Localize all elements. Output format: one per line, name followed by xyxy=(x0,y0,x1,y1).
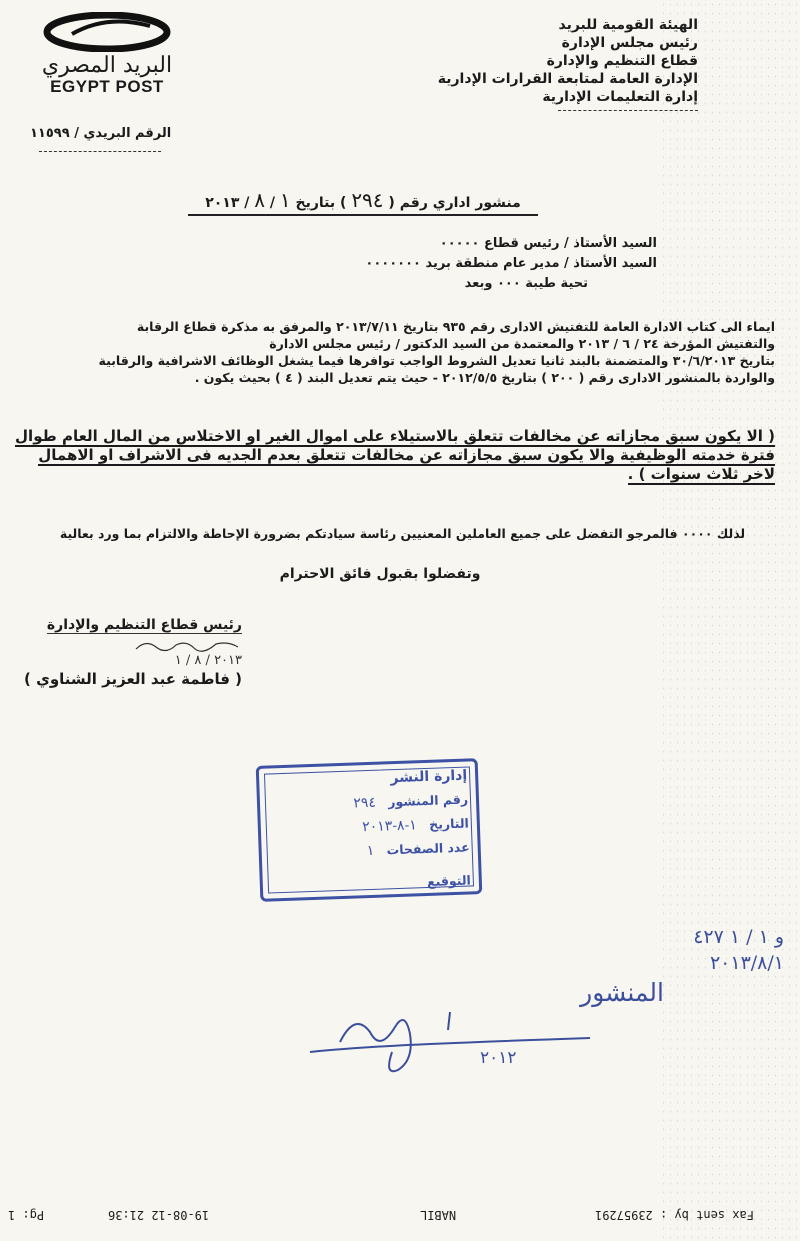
circular-year: ٢٠١٣ xyxy=(205,195,240,211)
circular-month: ٨ xyxy=(254,188,266,212)
circular-day: ١ xyxy=(279,188,291,212)
logo-english: EGYPT POST xyxy=(50,77,164,96)
postal-code-rule xyxy=(39,151,161,152)
fax-datetime: 19-08-12 21:36 xyxy=(108,1208,210,1222)
letterhead-line: الإدارة العامة لمتابعة القرارات الإدارية xyxy=(437,71,698,87)
handwritten-note-line: و ١ / ١ ٤٢٧ xyxy=(693,926,784,948)
circular-prefix: منشور اداري رقم ( xyxy=(388,195,521,211)
addressee-line: السيد الأستاذ / مدير عام منطقة بريد ٠٠٠٠٠٠٠ xyxy=(365,256,657,271)
handwritten-signature-icon xyxy=(132,637,242,653)
handwritten-note-date: ٢٠١٣/٨/١ xyxy=(709,952,784,974)
postal-code xyxy=(30,126,171,152)
circular-heading: منشور اداري رقم ( ٢٩٤ ) بتاريخ ١ / ٨ / ٢٠١٣ xyxy=(188,188,538,216)
signature-date: ٢٠١٣ / ٨ / ١ xyxy=(174,653,242,668)
condition-line: ( الا يكون سبق مجازاته عن مخالفات تتعلق بالاستيلاء على اموال الغير او الاختلاس من المال العام طوال xyxy=(15,427,775,445)
fax-page: Pg: 1 xyxy=(8,1208,45,1222)
signatory-title: رئيس قطاع التنظيم والإدارة xyxy=(46,617,242,633)
post-horn-emblem xyxy=(22,12,192,52)
body-line: بتاريخ ٣٠/٦/٢٠١٣ والمتضمنة بالبند ثانيا تعديل الشروط الواجب توافرها فيما يشغل الوظائف الاشرافية والرقابية xyxy=(98,353,775,368)
stamp-title: إدارة النشر xyxy=(390,767,468,787)
stamp-pages-label: عدد الصفحات xyxy=(386,839,470,858)
condition-line: لاخر ثلاث سنوات ) . xyxy=(627,465,775,483)
amended-condition xyxy=(15,427,775,484)
greeting: تحية طيبة ٠٠٠ وبعد xyxy=(464,276,588,291)
body-line: ايماء الى كتاب الادارة العامة للتفتيش الادارى رقم ٩٣٥ بتاريخ ٢٠١٣/٧/١١ والمرفق به مذكرة قطاع الرقابة xyxy=(136,319,775,334)
initials-date: ٢٠١٢ xyxy=(480,1048,517,1068)
letterhead-line: الهيئة القومية للبريد xyxy=(558,17,698,33)
closing-paragraph: لذلك ٠٠٠٠ فالمرجو التفضل على جميع العاملين المعنيين رئاسة سيادتكم بضرورة الإحاطة والالتزام بما ورد بعالية xyxy=(59,526,746,541)
initials-scribble-icon xyxy=(300,972,600,1082)
egypt-post-logo xyxy=(22,12,192,96)
handwritten-note xyxy=(580,924,784,1006)
stamp-signature-label: التوقيع xyxy=(426,872,472,889)
circular-mid: ) بتاريخ xyxy=(295,195,347,211)
logo-arabic: البريد المصري xyxy=(41,53,173,78)
stamp-date-value: ١-٨-٢٠١٣ xyxy=(361,817,418,836)
stamp-pages-value: ١ xyxy=(366,842,375,860)
letterhead-rule xyxy=(558,110,698,111)
letterhead-line: رئيس مجلس الإدارة xyxy=(561,35,698,51)
condition-line: فترة خدمته الوظيفية والا يكون سبق مجازاته عن مخالفات تتعلق بعدم الجديه فى الاشراف او الاهمال xyxy=(38,446,775,464)
addressee-line: السيد الأستاذ / رئيس قطاع ٠٠٠٠٠ xyxy=(439,236,657,251)
signatory-name: ( فاطمة عبد العزيز الشناوي ) xyxy=(24,670,242,688)
handwritten-comment: المنشور xyxy=(580,978,664,1007)
circular-number: ٢٩٤ xyxy=(351,188,384,212)
publishing-stamp xyxy=(256,758,483,902)
stamp-number-value: ٢٩٤ xyxy=(353,794,377,812)
signature-block xyxy=(22,614,242,688)
regards-line: وتفضلوا بقبول فائق الاحترام xyxy=(279,566,481,582)
stamp-date-label: التاريخ xyxy=(428,815,470,832)
letterhead-line: إدارة التعليمات الإدارية xyxy=(542,89,698,105)
postal-code-text: الرقم البريدي / ١١٥٩٩ xyxy=(30,126,172,141)
body-paragraph xyxy=(20,318,775,386)
fax-name: NABIL xyxy=(420,1208,457,1222)
letterhead-line: قطاع التنظيم والإدارة xyxy=(546,53,698,69)
scan-noise xyxy=(660,0,800,1241)
fax-footer xyxy=(0,1208,800,1230)
handwritten-initials xyxy=(300,972,600,1082)
stamp-number-label: رقم المنشور xyxy=(388,791,469,810)
letterhead xyxy=(438,16,698,111)
fax-sender: Fax sent by : 23957291 xyxy=(595,1208,754,1222)
body-line: والتفتيش المؤرخة ٢٤ / ٦ / ٢٠١٣ والمعتمدة من السيد الدكتور / رئيس مجلس الادارة xyxy=(269,336,775,351)
body-line: والواردة بالمنشور الادارى رقم ( ٢٠٠ ) بتاريخ ٢٠١٢/٥/٥ - حيث يتم تعديل البند ( ٤ ) بحيث يكون . xyxy=(194,370,775,385)
